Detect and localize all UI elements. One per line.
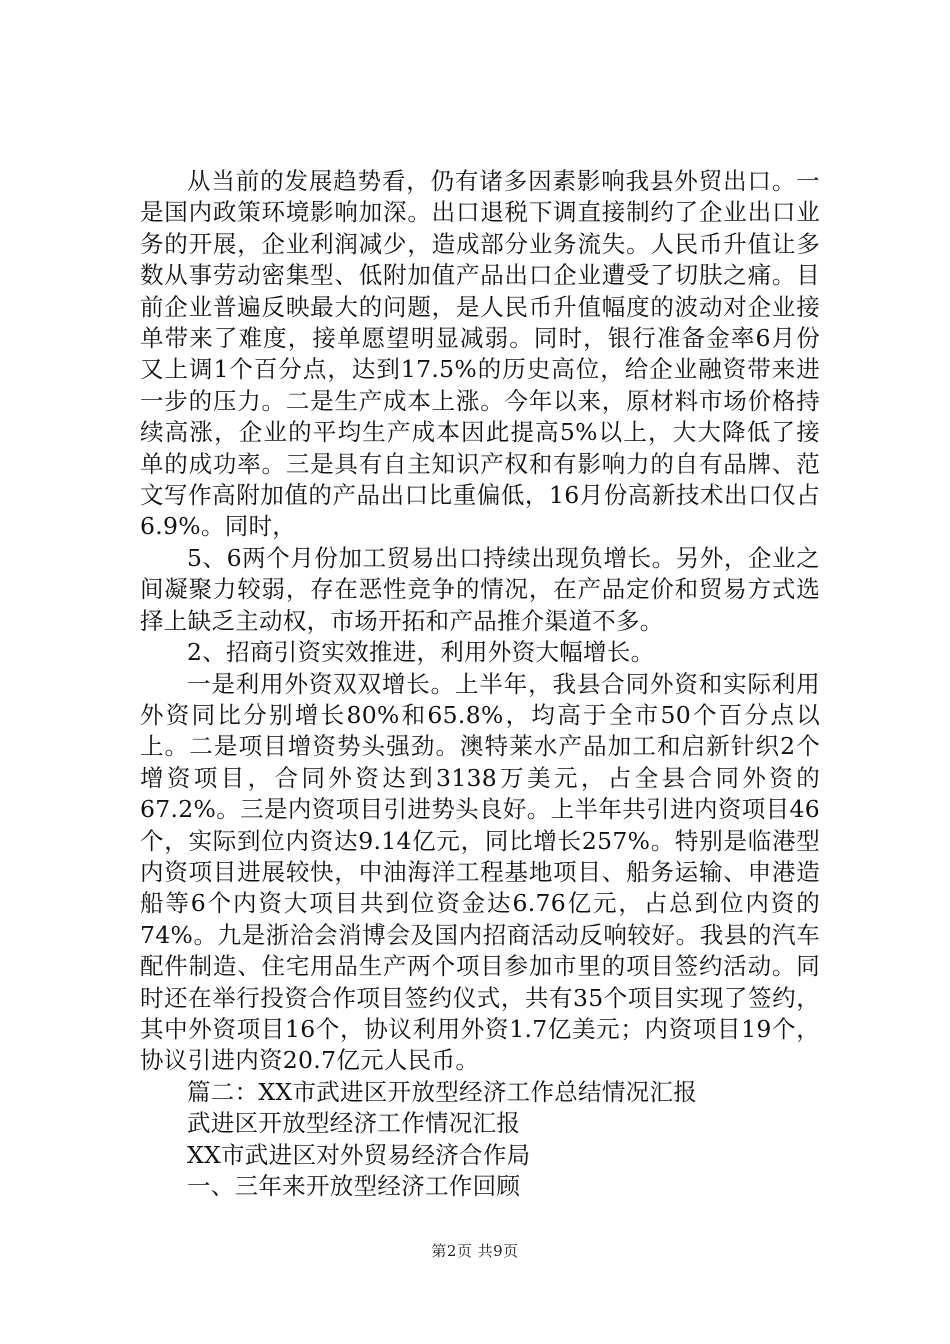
paragraph-export-factors: 从当前的发展趋势看，仍有诸多因素影响我县外贸出口。一是国内政策环境影响加深。出口退税下调直接制约了企业出口业务的开展，企业利润减少，造成部分业务流失。人民币升值让多数从事劳动密集型、低附加值产品出口企业遭受了切肤之痛。目前企业普遍反映最大的问题，是人民币升值幅度的波动对企业接单带来了难度，接单愿望明显减弱。同时，银行准备金率6月份又上调1个百分点，达到17.5%的历史高位，给企业融资带来进一步的压力。二是生产成本上涨。今年以来，原材料市场价格持续高涨，企业的平均生产成本因此提高5%以上，大大降低了接单的成功率。三是具有自主知识产权和有影响力的自有品牌、范文写作高附加值的产品出口比重偏低，16月份高新技术出口仅占6.9%。同时， — [140, 167, 820, 541]
section-heading-investment: 2、招商引资实效推进，利用外资大幅增长。 — [187, 638, 655, 667]
section-heading-review: 一、三年来开放型经济工作回顾 — [187, 1172, 521, 1200]
document-body — [140, 166, 820, 1202]
page-number-footer: 第2页 共9页 — [431, 1242, 519, 1260]
paragraph-foreign-investment: 一是利用外资双双增长。上半年，我县合同外资和实际利用外资同比分别增长80%和65.8%，均高于全市50个百分点以上。二是项目增资势头强劲。澳特莱水产品加工和启新针织2个增资项目，合同外资达到3138万美元，占全县合同外资的67.2%。三是内资项目引进势头良好。上半年共引进内资项目46个，实际到位内资达9.14亿元，同比增长257%。特别是临港型内资项目进展较快，中油海洋工程基地项目、船务运输、申港造船等6个内资大项目共到位资金达6.76亿元，占总到位内资的74%。九是浙洽会消博会及国内招商活动反响较好。我县的汽车配件制造、住宅用品生产两个项目参加市里的项目签约活动。同时还在举行投资合作项目签约仪式，共有35个项目实现了签约，其中外资项目16个，协议利用外资1.7亿美元；内资项目19个，协议引进内资20.7亿元人民币。 — [140, 669, 820, 1075]
report-author-bureau: XX市武进区对外贸易经济合作局 — [187, 1140, 531, 1169]
report-title: 武进区开放型经济工作情况汇报 — [187, 1109, 521, 1138]
paragraph-processing-trade: 5、6两个月份加工贸易出口持续出现负增长。另外，企业之间凝聚力较弱，存在恶性竞争的情况，在产品定价和贸易方式选择上缺乏主动权，市场开拓和产品推介渠道不多。 — [140, 543, 820, 635]
article-title-part-two: 篇二：XX市武进区开放型经济工作总结情况汇报 — [187, 1077, 698, 1106]
